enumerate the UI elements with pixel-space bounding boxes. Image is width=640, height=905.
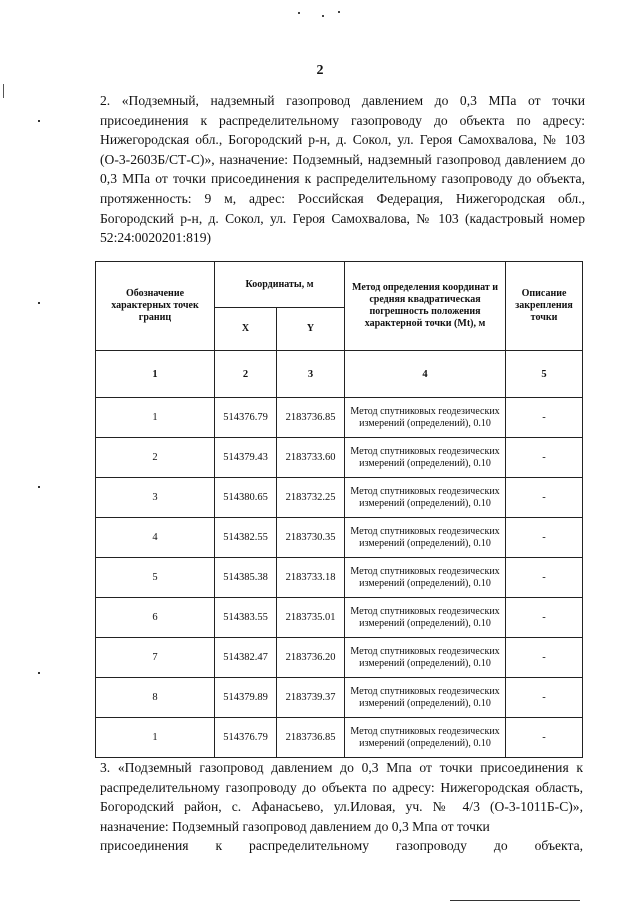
point-cell: 7 xyxy=(96,638,215,678)
method-cell: Метод спутниковых геодезических измерений (определений), 0.10 xyxy=(345,678,506,718)
page-number: 2 xyxy=(316,63,324,78)
point-cell: 2 xyxy=(96,438,215,478)
method-cell: Метод спутниковых геодезических измерений (определений), 0.10 xyxy=(345,598,506,638)
paragraph-3 xyxy=(100,758,583,856)
point-cell: 8 xyxy=(96,678,215,718)
header-fixing: Описание закрепления точки xyxy=(506,262,583,351)
method-cell: Метод спутниковых геодезических измерений (определений), 0.10 xyxy=(345,478,506,518)
y-cell: 2183730.35 xyxy=(277,518,345,558)
x-cell: 514379.89 xyxy=(215,678,277,718)
scan-mark xyxy=(322,15,324,17)
method-cell: Метод спутниковых геодезических измерений (определений), 0.10 xyxy=(345,398,506,438)
method-cell: Метод спутниковых геодезических измерений (определений), 0.10 xyxy=(345,558,506,598)
method-cell: Метод спутниковых геодезических измерений (определений), 0.10 xyxy=(345,518,506,558)
table-row xyxy=(96,598,583,638)
point-cell: 6 xyxy=(96,598,215,638)
x-cell: 514382.55 xyxy=(215,518,277,558)
fixing-cell: - xyxy=(506,598,583,638)
x-cell: 514379.43 xyxy=(215,438,277,478)
column-number: 1 xyxy=(96,351,215,398)
table-row xyxy=(96,558,583,598)
point-cell: 3 xyxy=(96,478,215,518)
table-row xyxy=(96,478,583,518)
header-point: Обозначение характерных точек границ xyxy=(96,262,215,351)
y-cell: 2183736.20 xyxy=(277,638,345,678)
paragraph-2: 2. «Подземный, надземный газопровод давлением до 0,3 МПа от точки присоединения к распределительному газопроводу до объекта по адресу: Нижегородская обл., Богородский р-н, д. Сокол, ул. Героя Самохвалова, № 103 (О-3-2603Б/СТ-С)», назначение: Подземный, надземный газопровод давлением до 0,3 МПа от точки присоединения к распределительному газопроводу до объекта, протяженность: 9 м, адрес: Российская Федерация, Нижегородская обл., Богородский р-н, д. Сокол, ул. Героя Самохвалова, № 103 (кадастровый номер 52:24:0020201:819) xyxy=(100,93,585,246)
header-coords: Координаты, м xyxy=(215,262,345,308)
table-row xyxy=(96,518,583,558)
scan-mark xyxy=(38,672,40,674)
x-cell: 514383.55 xyxy=(215,598,277,638)
column-number: 2 xyxy=(215,351,277,398)
y-cell: 2183733.60 xyxy=(277,438,345,478)
fixing-cell: - xyxy=(506,718,583,758)
fixing-cell: - xyxy=(506,558,583,598)
fixing-cell: - xyxy=(506,438,583,478)
scan-mark xyxy=(38,486,40,488)
point-cell: 4 xyxy=(96,518,215,558)
scan-mark xyxy=(450,900,580,901)
table-row xyxy=(96,718,583,758)
scan-mark xyxy=(338,11,340,13)
method-cell: Метод спутниковых геодезических измерений (определений), 0.10 xyxy=(345,718,506,758)
header-y: Y xyxy=(277,308,345,351)
point-cell: 1 xyxy=(96,718,215,758)
fixing-cell: - xyxy=(506,678,583,718)
x-cell: 514380.65 xyxy=(215,478,277,518)
y-cell: 2183732.25 xyxy=(277,478,345,518)
scan-mark xyxy=(3,84,4,98)
table-row xyxy=(96,398,583,438)
y-cell: 2183736.85 xyxy=(277,398,345,438)
x-cell: 514376.79 xyxy=(215,718,277,758)
column-number: 5 xyxy=(506,351,583,398)
column-number-row xyxy=(96,351,583,398)
y-cell: 2183733.18 xyxy=(277,558,345,598)
y-cell: 2183739.37 xyxy=(277,678,345,718)
scan-mark xyxy=(38,302,40,304)
fixing-cell: - xyxy=(506,398,583,438)
fixing-cell: - xyxy=(506,478,583,518)
method-cell: Метод спутниковых геодезических измерений (определений), 0.10 xyxy=(345,638,506,678)
scan-mark xyxy=(298,12,300,14)
method-cell: Метод спутниковых геодезических измерений (определений), 0.10 xyxy=(345,438,506,478)
paragraph-3-text: 3. «Подземный газопровод давлением до 0,3 Мпа от точки присоединения к распределительному газопроводу до объекта по адресу: Нижегородская область, Богородский район, с. Афанасьево, ул.Иловая, уч. № 4/3 (О-3-1011Б-С)», назначение: Подземный газопровод давлением до 0,3 Мпа от точки xyxy=(100,760,583,834)
point-cell: 1 xyxy=(96,398,215,438)
scan-mark xyxy=(38,120,40,122)
header-method: Метод определения координат и средняя квадратическая погрешность положения характерной точки (Mt), м xyxy=(345,262,506,351)
point-cell: 5 xyxy=(96,558,215,598)
x-cell: 514385.38 xyxy=(215,558,277,598)
x-cell: 514376.79 xyxy=(215,398,277,438)
table-row xyxy=(96,638,583,678)
x-cell: 514382.47 xyxy=(215,638,277,678)
coordinates-table xyxy=(95,261,583,758)
column-number: 4 xyxy=(345,351,506,398)
column-number: 3 xyxy=(277,351,345,398)
paragraph-3-last-line: присоединения к распределительному газопроводу до объекта, xyxy=(100,838,583,854)
table-row xyxy=(96,438,583,478)
fixing-cell: - xyxy=(506,518,583,558)
y-cell: 2183736.85 xyxy=(277,718,345,758)
table-row xyxy=(96,678,583,718)
header-x: X xyxy=(215,308,277,351)
y-cell: 2183735.01 xyxy=(277,598,345,638)
fixing-cell: - xyxy=(506,638,583,678)
